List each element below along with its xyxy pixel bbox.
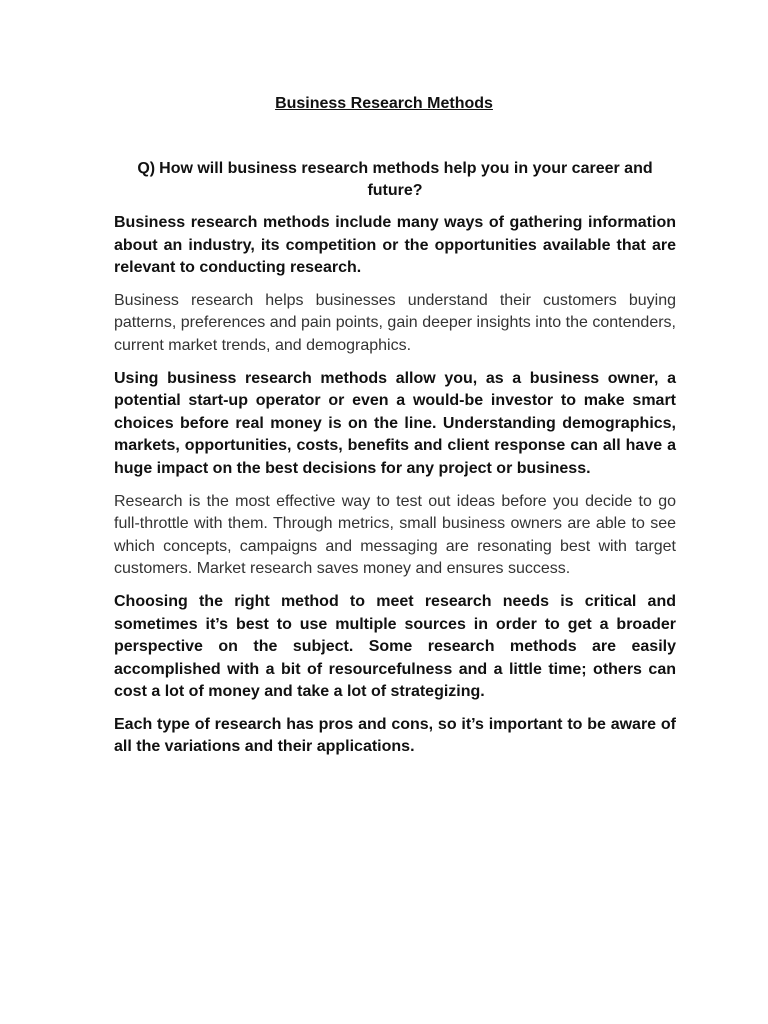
question-prefix: Q) [137,160,156,177]
answer-body [114,212,676,769]
document-title: Business Research Methods [275,95,493,112]
paragraph: Each type of research has pros and cons, so it’s important to be aware of all the variations and their applications. [114,715,676,756]
paragraph: Business research methods include many ways of gathering information about an industry, its competition or the opportunities available that are relevant to conducting research. [114,214,676,277]
paragraph: Research is the most effective way to test out ideas before you decide to go full-throttle with them. Through metrics, small business owners are able to see which concepts, campaigns and messaging are resonating best with target customers. Market research saves money and ensures success. [114,492,676,578]
question-text: How will business research methods help you in your career and future? [159,160,653,199]
question-heading [114,158,676,202]
paragraph: Using business research methods allow you, as a business owner, a potential start-up operator or even a would-be investor to make smart choices before real money is on the line. Understanding demographics, markets, opportunities, costs, benefits and client response can all have a huge impact on the best decisions for any project or business. [114,369,676,477]
paragraph: Business research helps businesses understand their customers buying patterns, preferences and pain points, gain deeper insights into the contenders, current market trends, and demographics. [114,291,676,354]
paragraph: Choosing the right method to meet research needs is critical and sometimes it’s best to use multiple sources in order to get a broader perspective on the subject. Some research methods are easily accomplished with a bit of resourcefulness and a little time; others can cost a lot of money and take a lot of strategizing. [114,592,676,701]
